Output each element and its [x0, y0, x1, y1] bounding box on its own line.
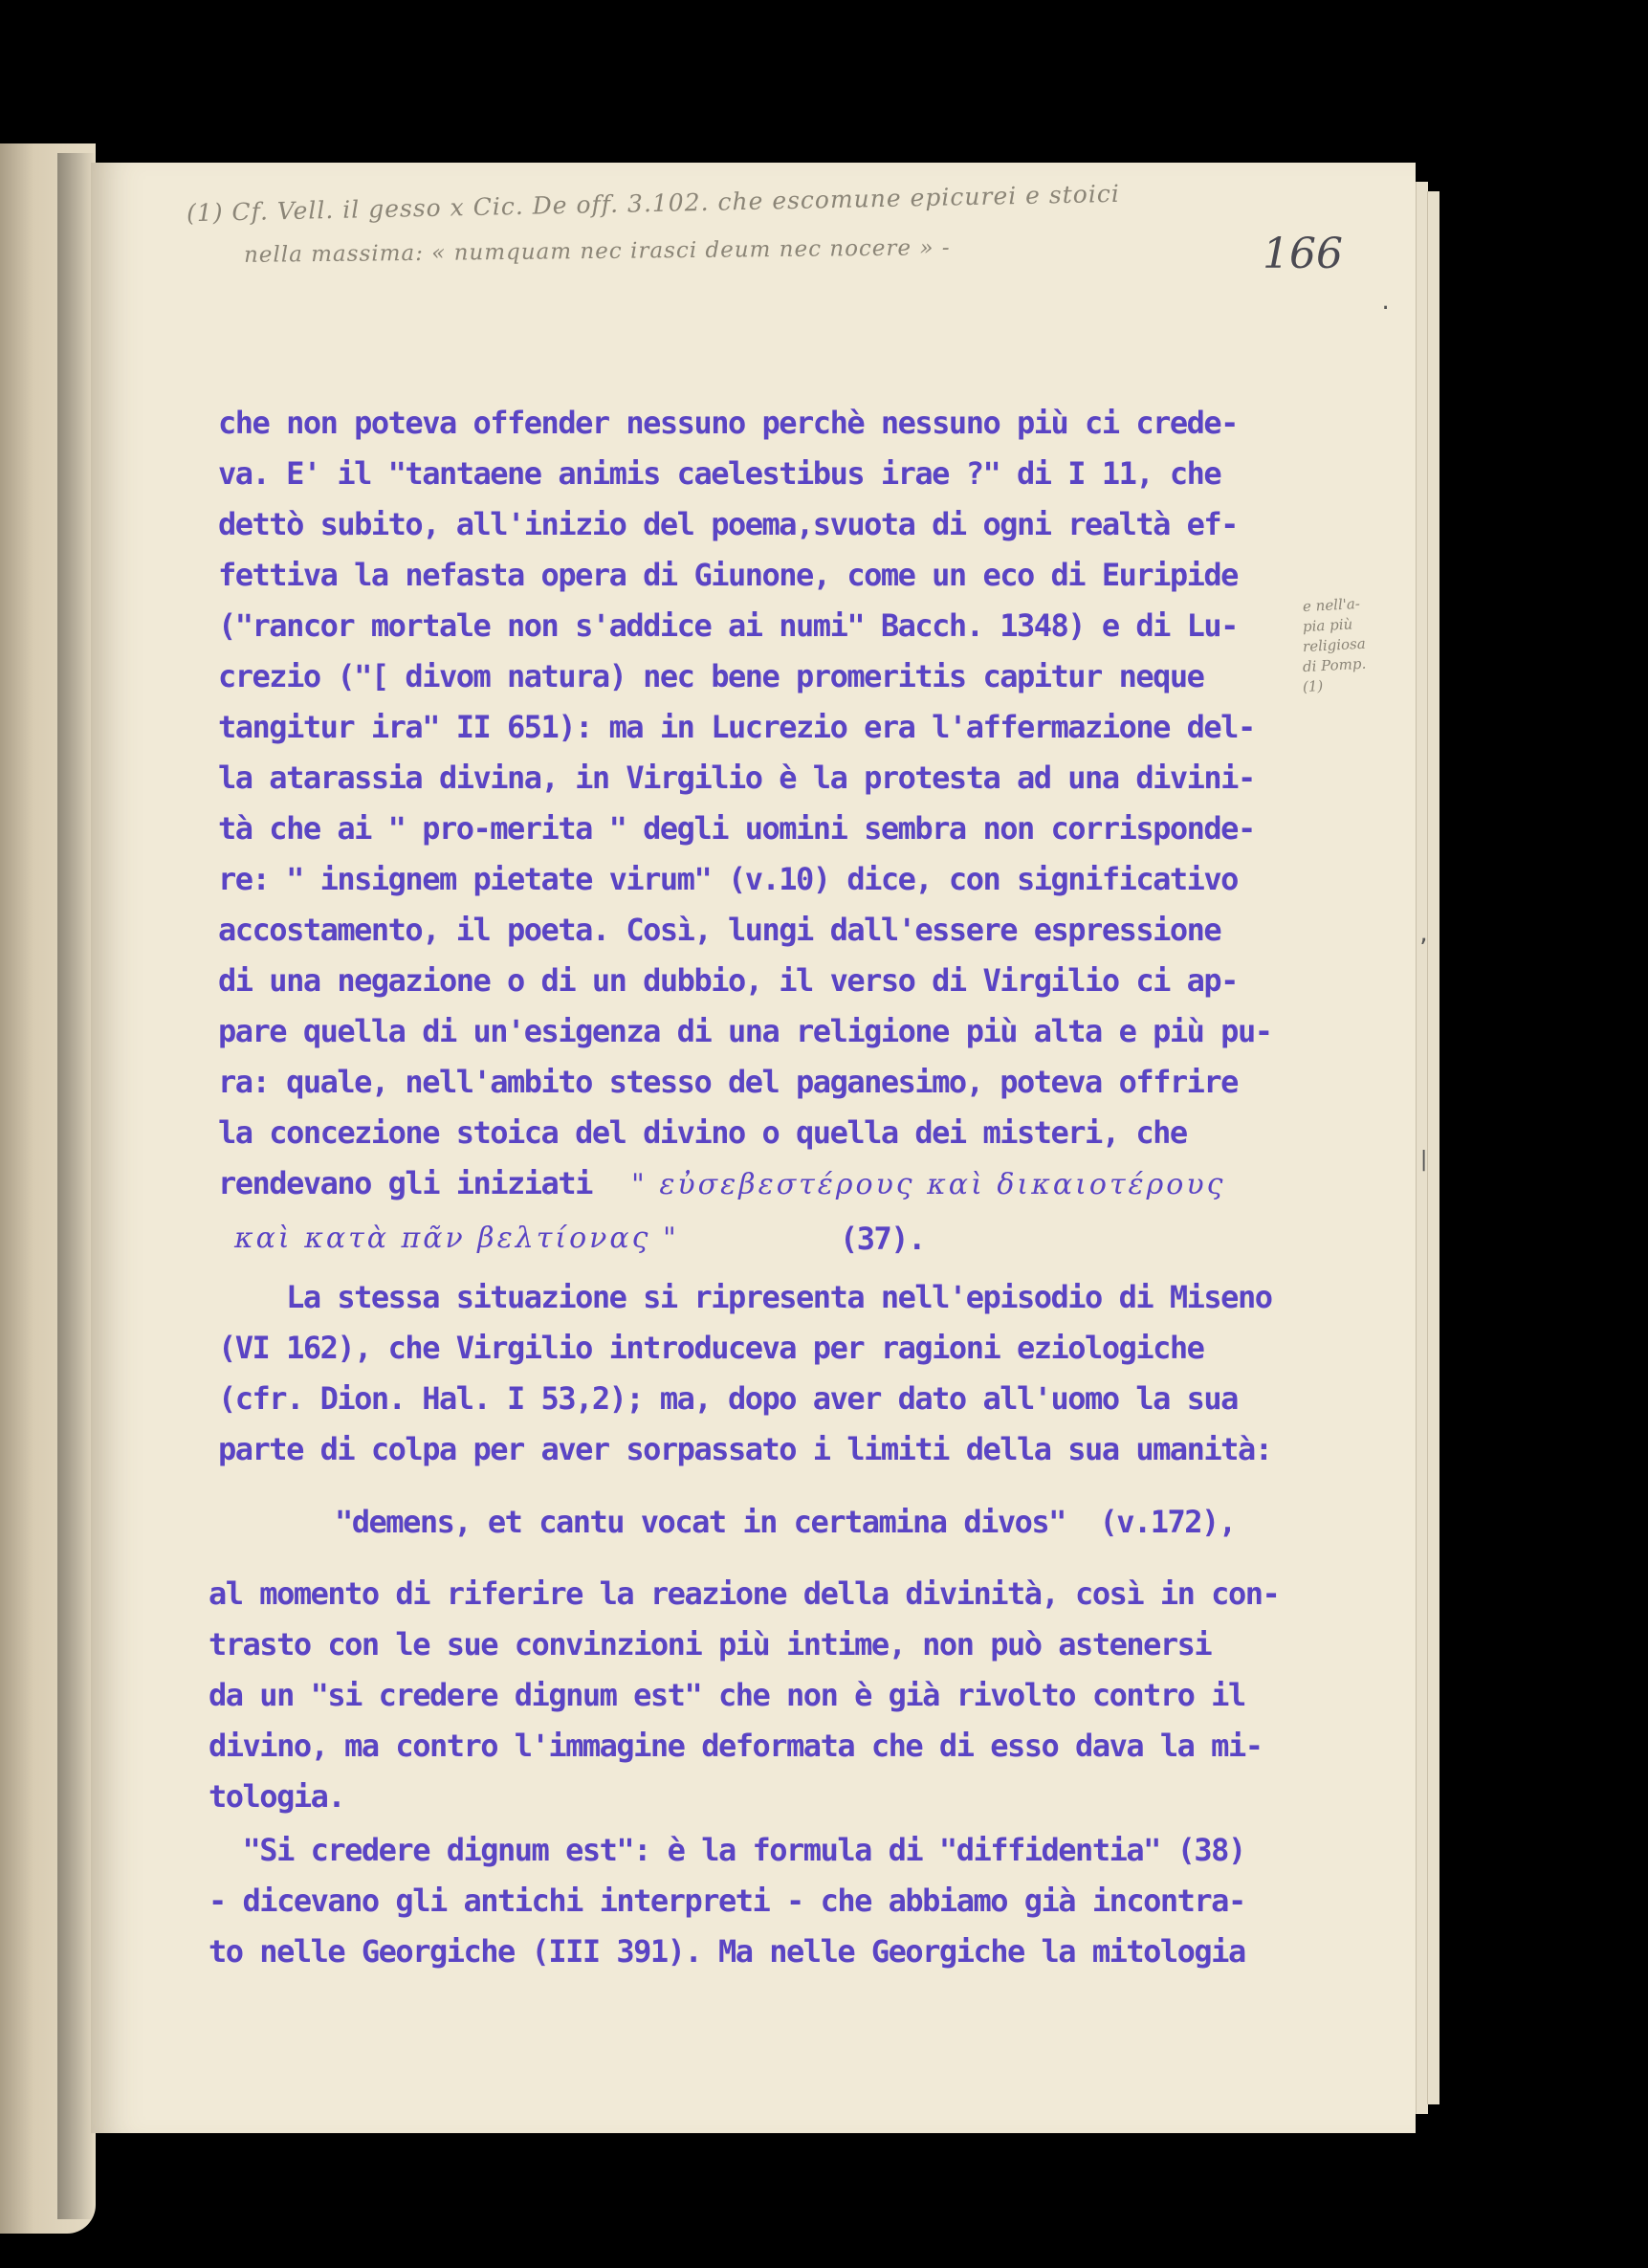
text-line: di una negazione o di un dubbio, il verso di Virgilio ci ap- — [218, 962, 1238, 999]
text-line: tà che ai " pro-merita " degli uomini sembra non corrisponde- — [218, 810, 1255, 847]
margin-note — [1303, 595, 1379, 695]
text-line: pare quella di un'esigenza di una religione più alta e più pu- — [218, 1013, 1272, 1049]
text-line: crezio ("[ divom natura) nec bene promeritis capitur neque — [218, 658, 1204, 694]
page-gutter-shadow — [57, 153, 96, 2219]
text-line: (cfr. Dion. Hal. I 53,2); ma, dopo aver dato all'uomo la sua — [218, 1380, 1238, 1417]
margin-note-line: (1) — [1302, 676, 1324, 696]
text-line: al momento di riferire la reazione della divinità, così in con- — [209, 1575, 1280, 1612]
text-line: ra: quale, nell'ambito stesso del paganesimo, poteva offrire — [218, 1064, 1238, 1100]
text-line: re: " insignem pietate virum" (v.10) dice, con significativo — [218, 861, 1238, 897]
text-line: ("rancor mortale non s'addice ai numi" Bacch. 1348) e di Lu- — [218, 607, 1238, 644]
margin-mark: , — [1417, 923, 1431, 947]
text-line: che non poteva offender nessuno perchè nessuno più ci crede- — [218, 405, 1238, 441]
verse-quotation: "demens, et cantu vocat in certamina divos" (v.172), — [335, 1504, 1236, 1540]
text-line: fettiva la nefasta opera di Giunone, come un eco di Euripide — [218, 557, 1238, 593]
text-line: to nelle Georgiche (III 391). Ma nelle Georgiche la mitologia — [209, 1933, 1245, 1970]
text-line: (VI 162), che Virgilio introduceva per ragioni eziologiche — [218, 1330, 1204, 1366]
pencil-annotation-line2: nella massima: « numquam nec irasci deum nec nocere » - — [243, 235, 951, 268]
greek-quotation-line2: καὶ κατὰ πᾶν βελτίονας " — [234, 1222, 679, 1255]
margin-note-line: pia più — [1302, 615, 1353, 636]
text-line: La stessa situazione si ripresenta nell'episodio di Miseno — [218, 1279, 1272, 1315]
text-line: "Si credere dignum est": è la formula di "diffidentia" (38) — [209, 1832, 1245, 1868]
text-line: rendevano gli iniziati — [218, 1165, 592, 1201]
text-line: accostamento, il poeta. Così, lungi dall'essere espressione — [218, 912, 1221, 948]
text-line: - dicevano gli antichi interpreti - che abbiamo già incontra- — [209, 1883, 1245, 1919]
page-number: 166 — [1263, 230, 1343, 278]
text-line: parte di colpa per aver sorpassato i limiti della sua umanità: — [218, 1431, 1272, 1467]
text-line: divino, ma contro l'immagine deformata che di esso dava la mi- — [209, 1728, 1263, 1764]
pencil-annotation-line1: (1) Cf. Vell. il gesso x Cic. De off. 3.102. che escomune epicurei e stoici — [186, 179, 1121, 228]
greek-quotation-line1: " εὐσεβεστέρους καὶ δικαιοτέρους — [631, 1168, 1226, 1201]
margin-note-line: di Pomp. — [1302, 654, 1367, 676]
margin-dot: · — [1379, 297, 1393, 320]
margin-mark: | — [1417, 1148, 1431, 1172]
text-line: tangitur ira" II 651): ma in Lucrezio era l'affermazione del- — [218, 709, 1255, 745]
text-line: dettò subito, all'inizio del poema,svuota di ogni realtà ef- — [218, 506, 1238, 542]
margin-note-line: e nell'a- — [1302, 594, 1361, 616]
text-line: trasto con le sue convinzioni più intime, non può astenersi — [209, 1626, 1212, 1662]
margin-note-line: religiosa — [1302, 634, 1367, 656]
text-line: la concezione stoica del divino o quella dei misteri, che — [218, 1114, 1187, 1151]
text-line: va. E' il "tantaene animis caelestibus irae ?" di I 11, che — [218, 455, 1221, 492]
footnote-reference: (37). — [840, 1221, 925, 1257]
text-line: la atarassia divina, in Virgilio è la protesta ad una divini- — [218, 760, 1255, 796]
text-line: da un "si credere dignum est" che non è già rivolto contro il — [209, 1677, 1245, 1713]
text-line: tologia. — [209, 1778, 345, 1815]
